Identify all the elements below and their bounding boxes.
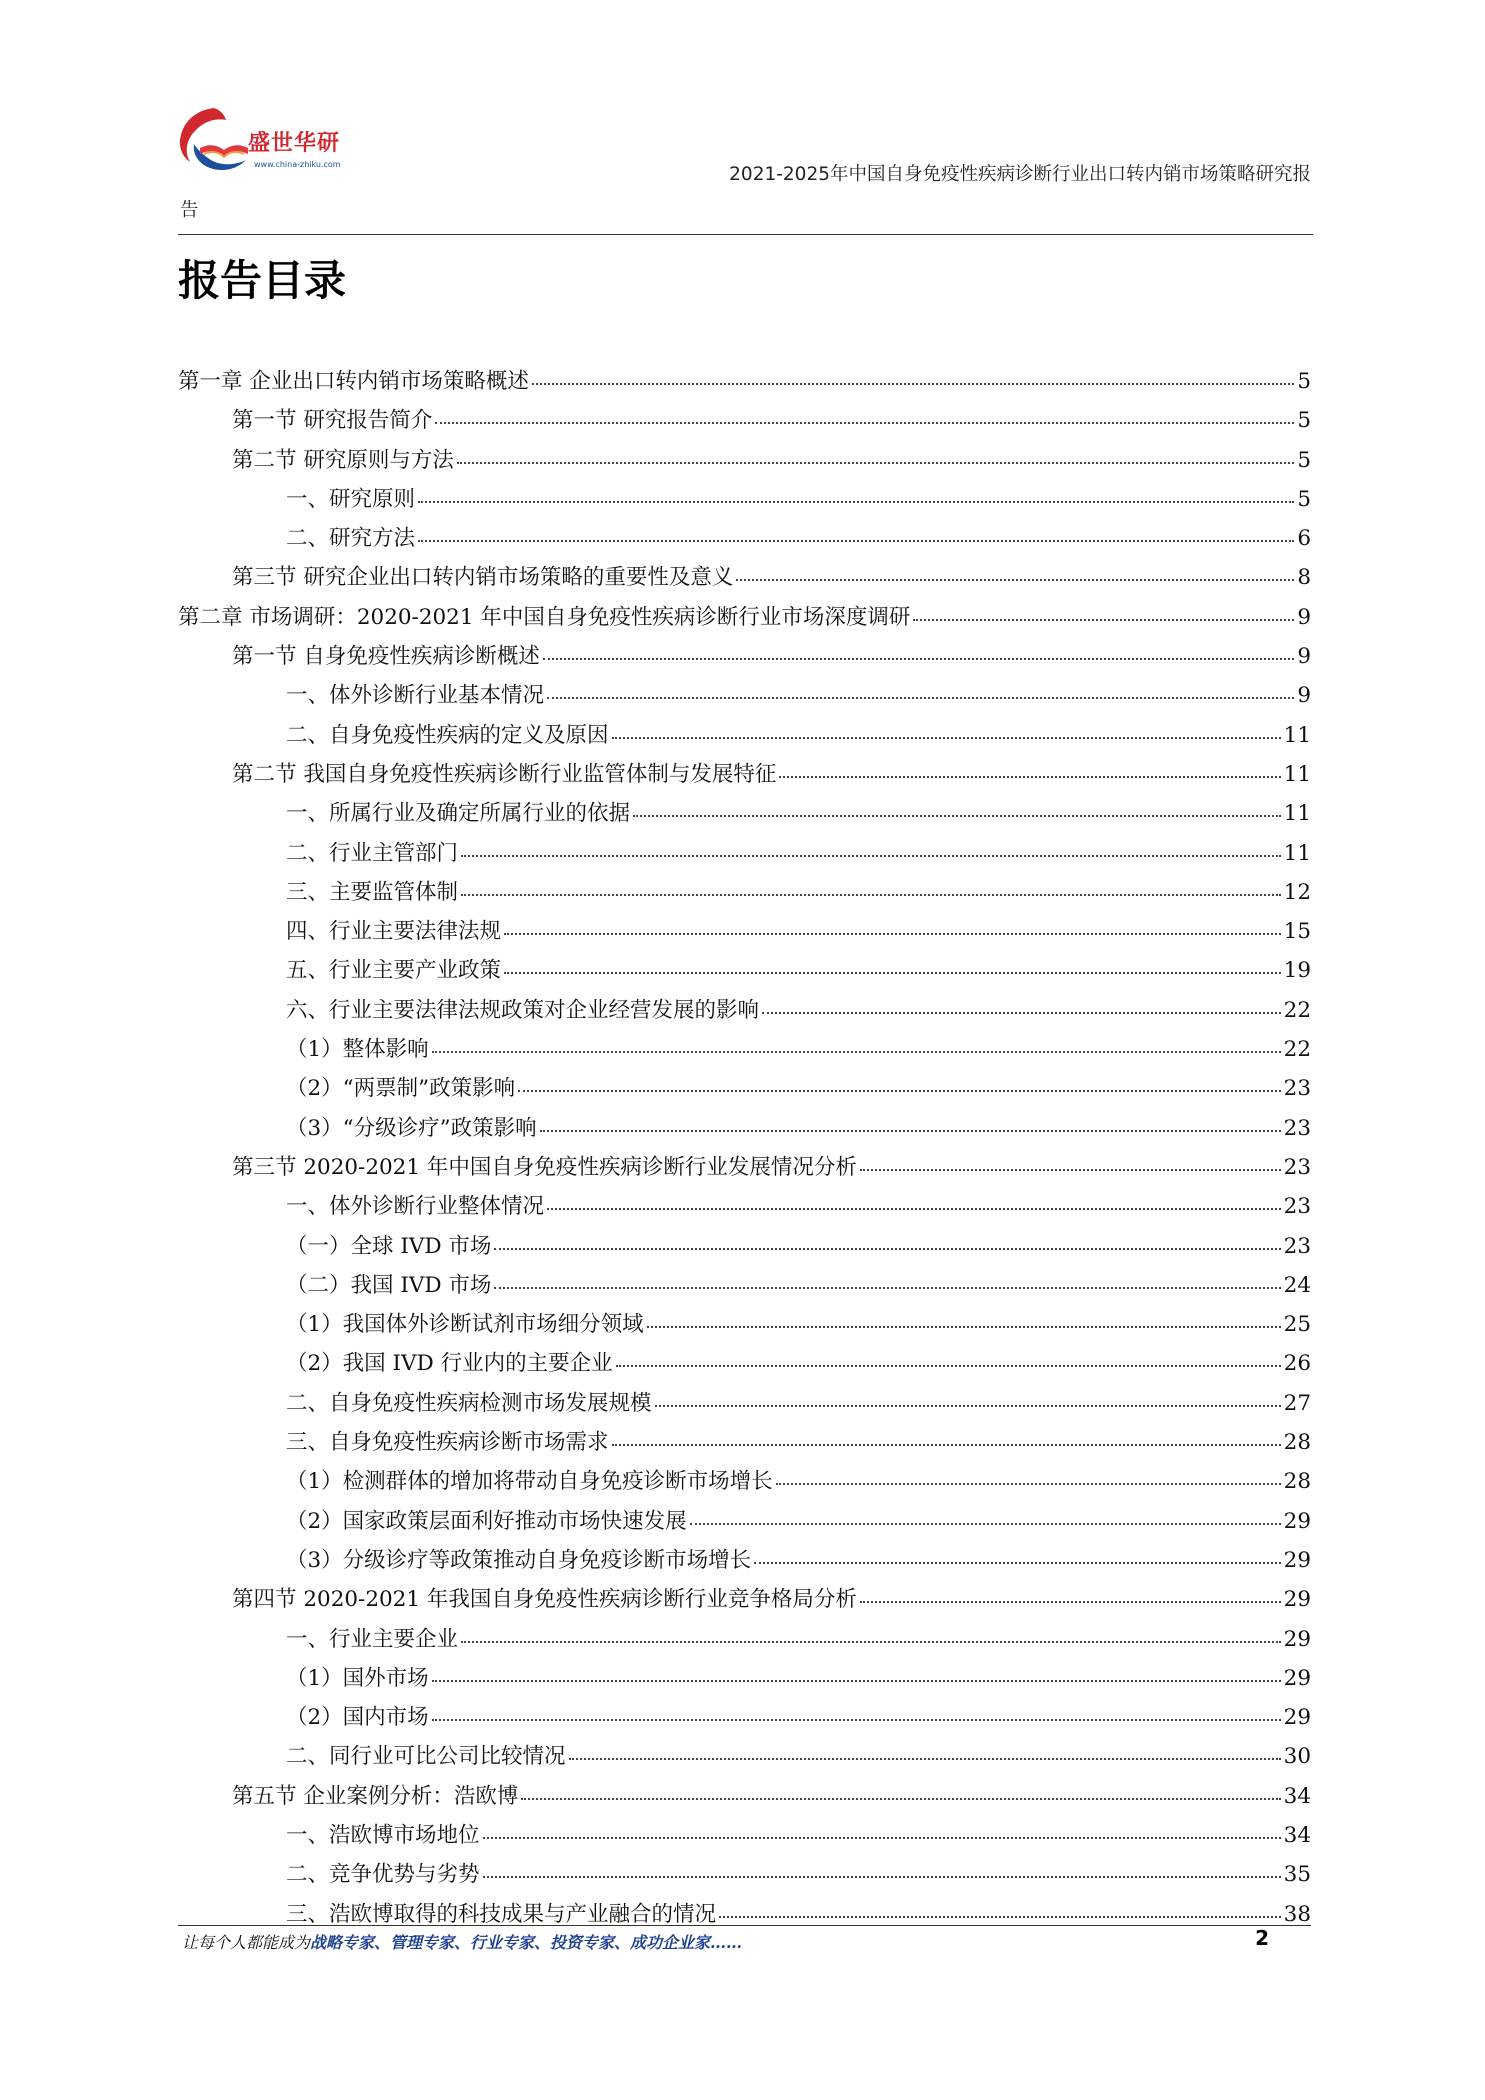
toc-entry[interactable] xyxy=(178,991,1311,1030)
toc-entry-title: （3）“分级诊疗”政策影响 xyxy=(286,1115,537,1141)
toc-entry-page: 28 xyxy=(1283,1430,1311,1456)
toc-entry-page: 11 xyxy=(1283,722,1311,748)
toc-entry[interactable] xyxy=(178,1502,1311,1541)
toc-dot-leader xyxy=(776,1483,1281,1485)
toc-dot-leader xyxy=(461,894,1281,896)
toc-entry[interactable] xyxy=(178,1541,1311,1580)
toc-dot-leader xyxy=(457,462,1294,464)
toc-dot-leader xyxy=(647,1326,1281,1328)
toc-entry-page: 29 xyxy=(1283,1705,1311,1731)
toc-entry-page: 27 xyxy=(1283,1390,1311,1416)
toc-entry-page: 12 xyxy=(1283,879,1311,905)
toc-entry-page: 11 xyxy=(1283,761,1311,787)
toc-entry-title: 第三节 2020-2021 年中国自身免疫性疾病诊断行业发展情况分析 xyxy=(232,1154,857,1180)
toc-dot-leader xyxy=(494,1248,1280,1250)
toc-entry-page: 26 xyxy=(1283,1351,1311,1377)
toc-entry[interactable] xyxy=(178,401,1311,440)
toc-entry[interactable] xyxy=(178,1462,1311,1501)
toc-entry[interactable] xyxy=(178,1187,1311,1226)
toc-entry[interactable] xyxy=(178,755,1311,794)
toc-dot-leader xyxy=(690,1523,1281,1525)
toc-dot-leader xyxy=(432,1719,1281,1721)
page-number: 2 xyxy=(1255,1926,1269,1950)
toc-entry-page: 5 xyxy=(1297,447,1311,473)
toc-dot-leader xyxy=(754,1562,1280,1564)
toc-dot-leader xyxy=(736,579,1294,581)
toc-dot-leader xyxy=(504,972,1281,974)
footer-slogan xyxy=(182,1930,742,1953)
toc-entry-title: 一、体外诊断行业基本情况 xyxy=(286,683,545,709)
toc-entry-title: （3）分级诊疗等政策推动自身免疫诊断市场增长 xyxy=(286,1547,752,1573)
toc-entry[interactable] xyxy=(178,1423,1311,1462)
toc-entry-title: 第一节 自身免疫性疾病诊断概述 xyxy=(232,644,540,670)
toc-entry-title: （二）我国 IVD 市场 xyxy=(286,1272,492,1298)
footer-slogan-prefix: 让每个人都能成为 xyxy=(182,1933,311,1952)
toc-entry-title: （1）国外市场 xyxy=(286,1665,429,1691)
toc-entry[interactable] xyxy=(178,1266,1311,1305)
page-title: 报告目录 xyxy=(178,256,347,305)
toc-entry[interactable] xyxy=(178,1855,1311,1894)
toc-entry[interactable] xyxy=(178,1069,1311,1108)
toc-entry-page: 29 xyxy=(1283,1547,1311,1573)
toc-entry-page: 30 xyxy=(1283,1744,1311,1770)
toc-entry-page: 34 xyxy=(1283,1783,1311,1809)
toc-dot-leader xyxy=(547,1208,1281,1210)
toc-dot-leader xyxy=(913,619,1294,621)
toc-entry[interactable] xyxy=(178,1737,1311,1776)
toc-entry[interactable] xyxy=(178,1659,1311,1698)
toc-entry-page: 6 xyxy=(1297,526,1311,552)
toc-entry-page: 19 xyxy=(1283,958,1311,984)
toc-entry-title: 第二章 市场调研：2020-2021 年中国自身免疫性疾病诊断行业市场深度调研 xyxy=(178,604,911,630)
toc-entry-title: 第四节 2020-2021 年我国自身免疫性疾病诊断行业竞争格局分析 xyxy=(232,1587,857,1613)
toc-entry-page: 23 xyxy=(1283,1233,1311,1259)
toc-dot-leader xyxy=(435,422,1294,424)
toc-entry[interactable] xyxy=(178,1109,1311,1148)
toc-dot-leader xyxy=(860,1601,1281,1603)
toc-entry-title: 四、行业主要法律法规 xyxy=(286,919,502,945)
toc-entry[interactable] xyxy=(178,716,1311,755)
toc-entry-page: 35 xyxy=(1283,1862,1311,1888)
toc-dot-leader xyxy=(461,1641,1281,1643)
report-title-line-2: 告 xyxy=(180,200,199,221)
toc-dot-leader xyxy=(521,1798,1280,1800)
toc-entry[interactable] xyxy=(178,1777,1311,1816)
toc-entry-title: 三、自身免疫性疾病诊断市场需求 xyxy=(286,1430,609,1456)
toc-dot-leader xyxy=(432,1680,1281,1682)
toc-entry-title: 第二节 研究原则与方法 xyxy=(232,447,454,473)
report-title-line-1: 2021-2025年中国自身免疫性疾病诊断行业出口转内销市场策略研究报 xyxy=(729,164,1311,185)
toc-dot-leader xyxy=(655,1405,1281,1407)
toc-entry-page: 29 xyxy=(1283,1587,1311,1613)
toc-dot-leader xyxy=(461,855,1281,857)
toc-dot-leader xyxy=(779,776,1280,778)
table-of-contents xyxy=(178,362,1311,1934)
toc-entry-page: 11 xyxy=(1283,840,1311,866)
toc-entry-title: 二、研究方法 xyxy=(286,526,416,552)
toc-entry-page: 8 xyxy=(1297,565,1311,591)
toc-dot-leader xyxy=(494,1287,1280,1289)
toc-dot-leader xyxy=(612,1444,1281,1446)
toc-dot-leader xyxy=(432,1051,1281,1053)
toc-entry-title: 三、主要监管体制 xyxy=(286,879,459,905)
toc-dot-leader xyxy=(483,1876,1281,1878)
toc-entry-title: 第二节 我国自身免疫性疾病诊断行业监管体制与发展特征 xyxy=(232,761,777,787)
toc-entry-title: 一、行业主要企业 xyxy=(286,1626,459,1652)
toc-entry[interactable] xyxy=(178,1698,1311,1737)
toc-dot-leader xyxy=(483,1837,1281,1839)
toc-dot-leader xyxy=(616,1365,1281,1367)
toc-entry-page: 34 xyxy=(1283,1822,1311,1848)
toc-entry[interactable] xyxy=(178,951,1311,990)
toc-entry-page: 29 xyxy=(1283,1626,1311,1652)
toc-entry-page: 29 xyxy=(1283,1665,1311,1691)
toc-entry-title: （1）整体影响 xyxy=(286,1037,429,1063)
toc-entry[interactable] xyxy=(178,912,1311,951)
toc-dot-leader xyxy=(543,658,1294,660)
toc-dot-leader xyxy=(547,697,1294,699)
toc-entry[interactable] xyxy=(178,362,1311,401)
toc-entry-page: 9 xyxy=(1297,644,1311,670)
toc-entry-page: 29 xyxy=(1283,1508,1311,1534)
toc-entry-title: 一、浩欧博市场地位 xyxy=(286,1822,480,1848)
toc-entry-title: 一、所属行业及确定所属行业的依据 xyxy=(286,801,631,827)
toc-entry-page: 23 xyxy=(1283,1154,1311,1180)
toc-dot-leader xyxy=(540,1130,1281,1132)
toc-entry-title: （1）检测群体的增加将带动自身免疫诊断市场增长 xyxy=(286,1469,773,1495)
toc-entry[interactable] xyxy=(178,1030,1311,1069)
toc-entry-title: 二、自身免疫性疾病检测市场发展规模 xyxy=(286,1390,652,1416)
toc-entry-page: 5 xyxy=(1297,486,1311,512)
toc-dot-leader xyxy=(418,540,1294,542)
toc-entry-page: 23 xyxy=(1283,1115,1311,1141)
toc-entry[interactable] xyxy=(178,1305,1311,1344)
toc-entry-title: 第一章 企业出口转内销市场策略概述 xyxy=(178,369,529,394)
toc-entry-title: 一、体外诊断行业整体情况 xyxy=(286,1194,545,1220)
toc-dot-leader xyxy=(569,1758,1281,1760)
toc-entry[interactable] xyxy=(178,558,1311,597)
toc-entry[interactable] xyxy=(178,1580,1311,1619)
company-logo xyxy=(174,104,394,184)
toc-entry-title: （2）国家政策层面利好推动市场快速发展 xyxy=(286,1508,687,1534)
toc-entry[interactable] xyxy=(178,873,1311,912)
toc-dot-leader xyxy=(612,737,1281,739)
toc-entry-title: 六、行业主要法律法规政策对企业经营发展的影响 xyxy=(286,997,760,1023)
header-divider xyxy=(178,234,1313,235)
toc-entry[interactable] xyxy=(178,441,1311,480)
toc-dot-leader xyxy=(504,933,1281,935)
toc-entry[interactable] xyxy=(178,1227,1311,1266)
toc-entry-page: 5 xyxy=(1297,408,1311,434)
toc-entry-title: （2）国内市场 xyxy=(286,1705,429,1731)
toc-entry[interactable] xyxy=(178,1895,1311,1934)
toc-entry-page: 11 xyxy=(1283,801,1311,827)
toc-dot-leader xyxy=(532,383,1294,385)
toc-entry[interactable] xyxy=(178,1816,1311,1855)
toc-entry[interactable] xyxy=(178,480,1311,519)
toc-entry[interactable] xyxy=(178,637,1311,676)
toc-entry-title: 二、自身免疫性疾病的定义及原因 xyxy=(286,722,609,748)
toc-entry[interactable] xyxy=(178,1620,1311,1659)
toc-entry-page: 28 xyxy=(1283,1469,1311,1495)
toc-entry[interactable] xyxy=(178,598,1311,637)
logo-url: www.china-zhiku.com xyxy=(254,160,341,169)
toc-dot-leader xyxy=(633,815,1281,817)
toc-entry-page: 22 xyxy=(1283,997,1311,1023)
toc-entry-page: 9 xyxy=(1297,683,1311,709)
toc-entry-title: （1）我国体外诊断试剂市场细分领域 xyxy=(286,1312,644,1338)
toc-entry-title: 五、行业主要产业政策 xyxy=(286,958,502,984)
toc-entry-page: 15 xyxy=(1283,919,1311,945)
toc-dot-leader xyxy=(518,1090,1280,1092)
toc-dot-leader xyxy=(762,1012,1281,1014)
logo-name: 盛世华研 xyxy=(248,131,341,156)
toc-entry-title: （2）我国 IVD 行业内的主要企业 xyxy=(286,1351,613,1377)
toc-entry-page: 25 xyxy=(1283,1312,1311,1338)
toc-entry-title: 二、行业主管部门 xyxy=(286,840,459,866)
toc-entry-page: 22 xyxy=(1283,1037,1311,1063)
toc-dot-leader xyxy=(860,1169,1281,1171)
toc-entry-title: （一）全球 IVD 市场 xyxy=(286,1233,492,1259)
toc-entry-page: 24 xyxy=(1283,1272,1311,1298)
toc-entry-title: 一、研究原则 xyxy=(286,486,416,512)
toc-entry-page: 38 xyxy=(1283,1901,1311,1927)
toc-entry-title: 二、同行业可比公司比较情况 xyxy=(286,1744,566,1770)
toc-entry-title: 第三节 研究企业出口转内销市场策略的重要性及意义 xyxy=(232,565,734,591)
logo-emblem-icon xyxy=(174,104,250,184)
toc-entry-title: 第一节 研究报告简介 xyxy=(232,408,433,434)
toc-entry[interactable] xyxy=(178,794,1311,833)
toc-entry-page: 23 xyxy=(1283,1076,1311,1102)
toc-entry-title: （2）“两票制”政策影响 xyxy=(286,1076,516,1102)
toc-entry-page: 9 xyxy=(1297,604,1311,630)
toc-entry[interactable] xyxy=(178,1344,1311,1383)
toc-entry[interactable] xyxy=(178,1148,1311,1187)
toc-entry-title: 第五节 企业案例分析：浩欧博 xyxy=(232,1783,519,1809)
toc-entry-page: 5 xyxy=(1297,369,1311,394)
toc-entry[interactable] xyxy=(178,1384,1311,1423)
toc-entry-title: 三、浩欧博取得的科技成果与产业融合的情况 xyxy=(286,1901,717,1927)
toc-entry[interactable] xyxy=(178,834,1311,873)
toc-entry[interactable] xyxy=(178,676,1311,715)
toc-dot-leader xyxy=(719,1916,1281,1918)
footer-slogan-roles: 战略专家、管理专家、行业专家、投资专家、成功企业家…… xyxy=(310,1933,743,1952)
toc-entry[interactable] xyxy=(178,519,1311,558)
toc-entry-page: 23 xyxy=(1283,1194,1311,1220)
toc-dot-leader xyxy=(418,501,1294,503)
footer-divider xyxy=(178,1925,1311,1926)
toc-entry-title: 二、竞争优势与劣势 xyxy=(286,1862,480,1888)
